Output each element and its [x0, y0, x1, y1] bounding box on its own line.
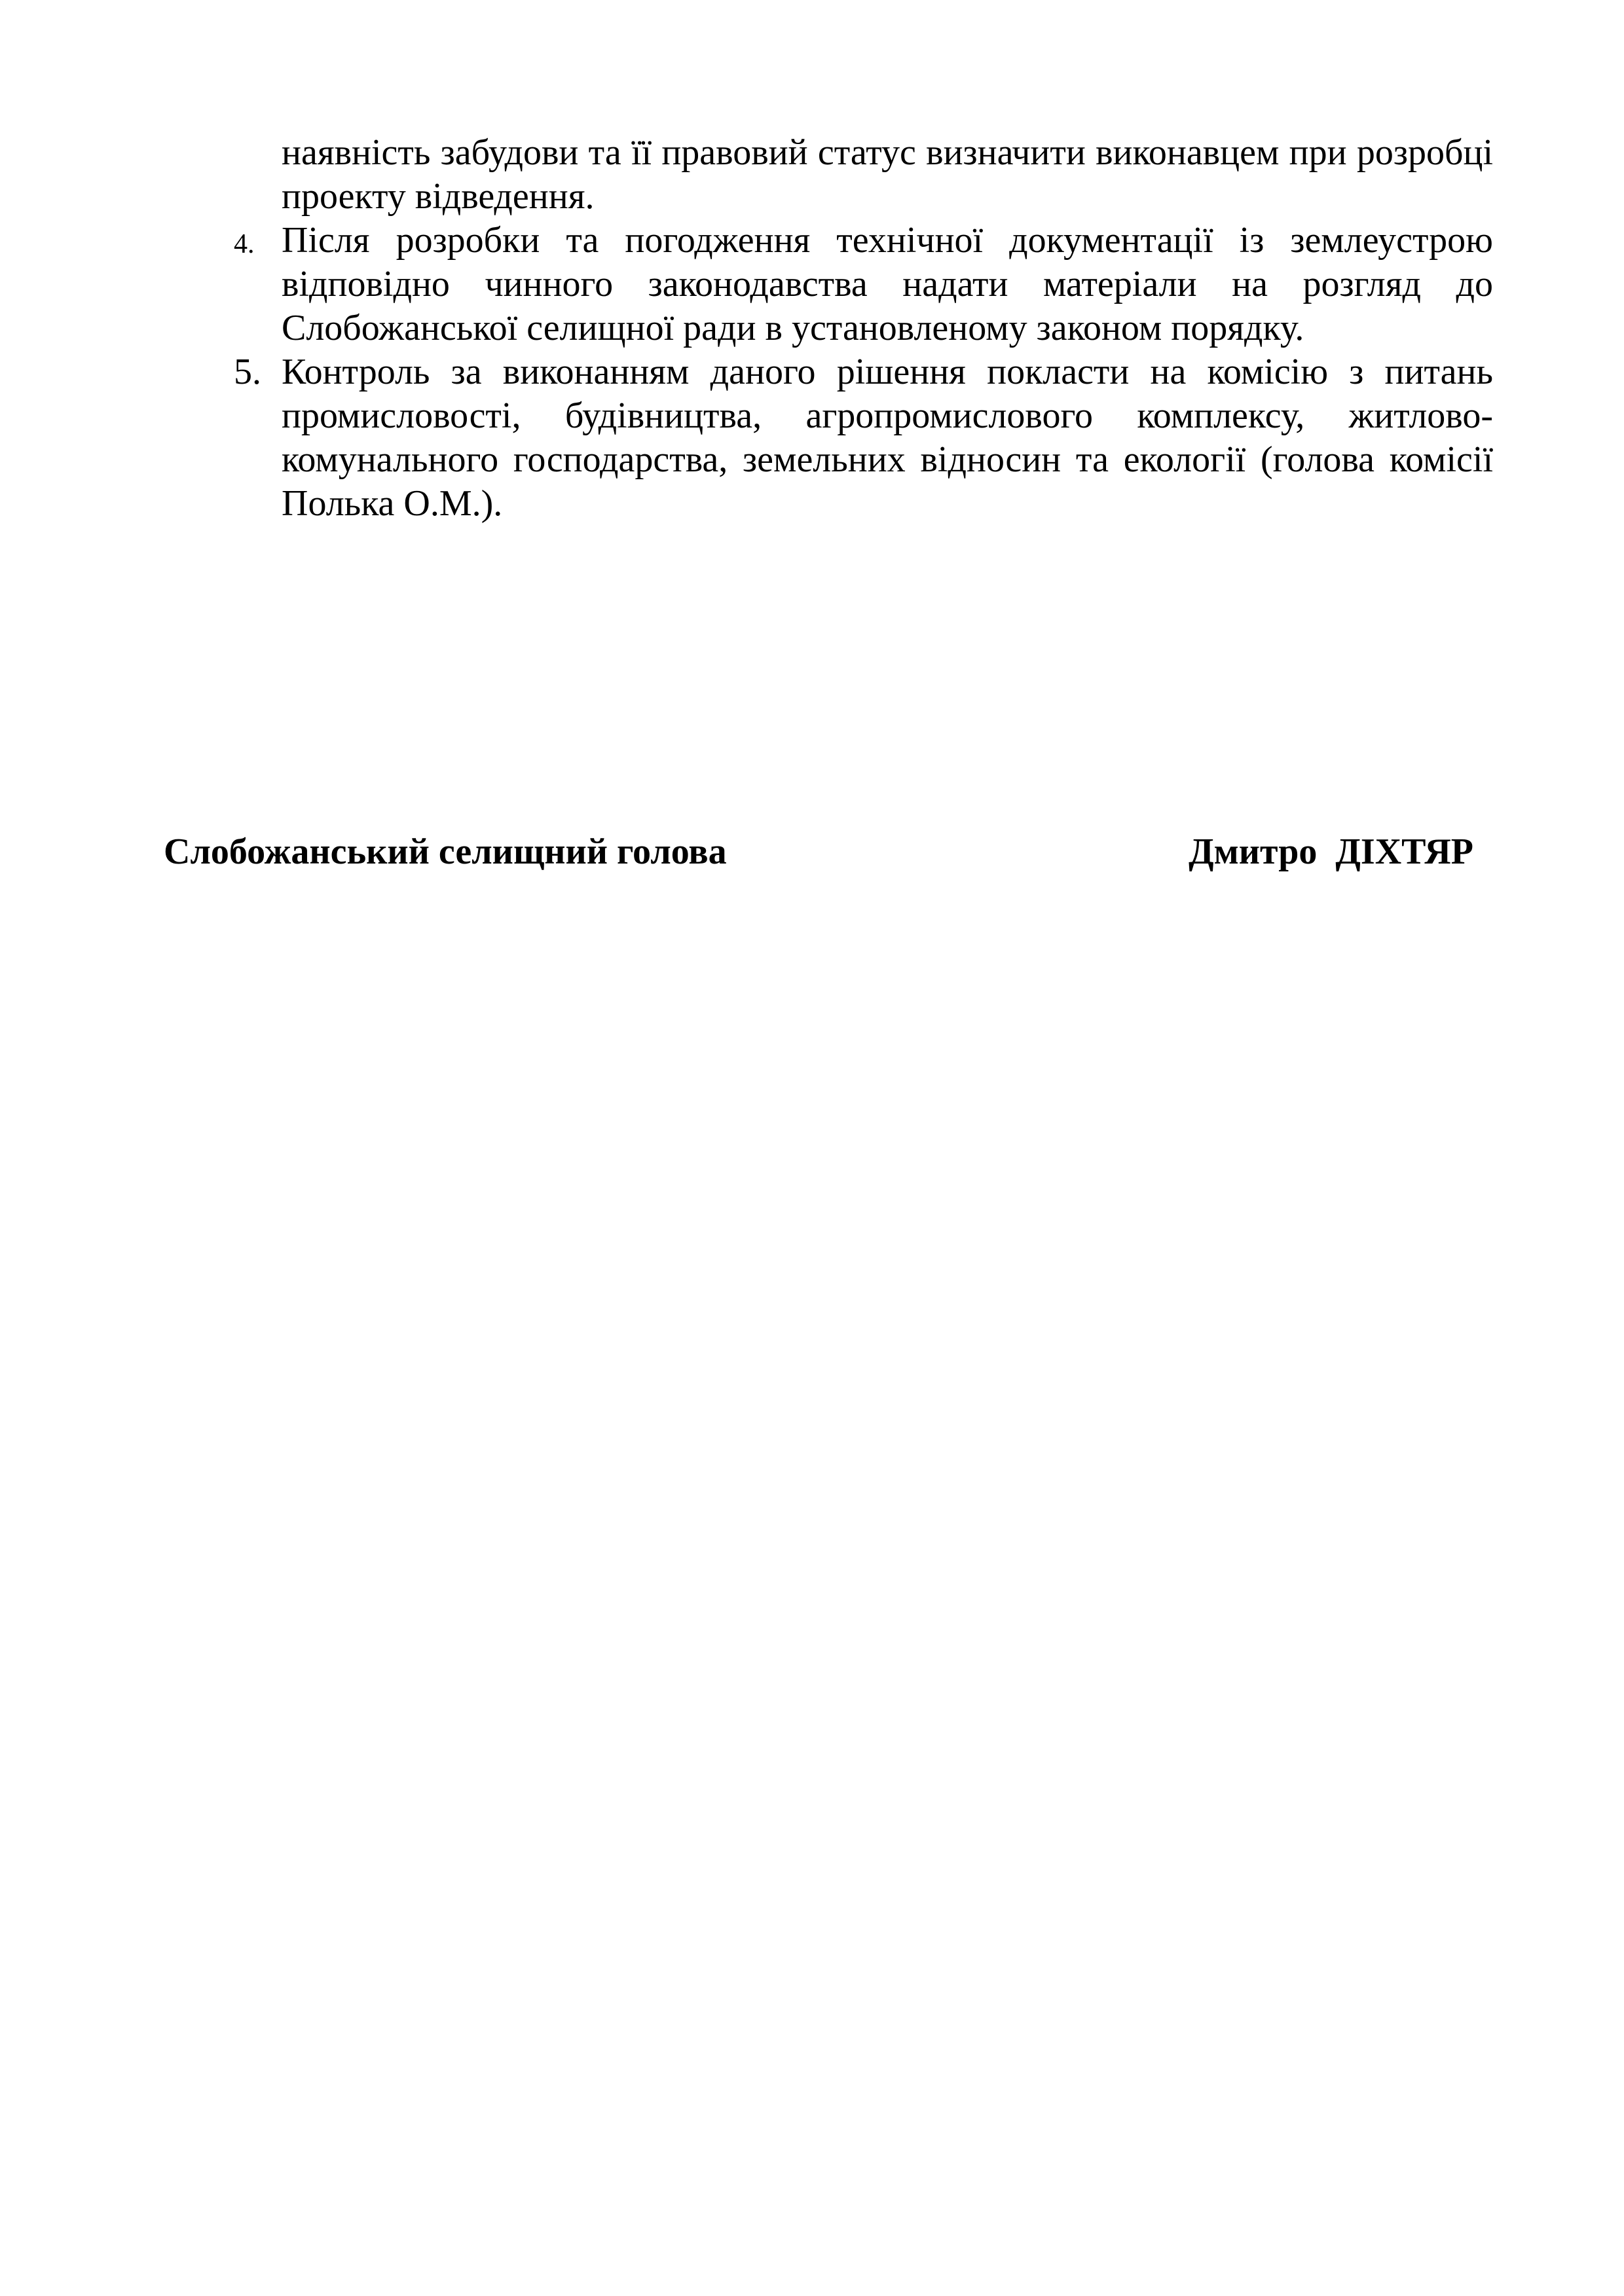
list-item-4 — [196, 219, 1493, 350]
list-item-number: 5. — [234, 352, 261, 392]
continuation-paragraph: наявність забудови та її правовий статус визначити виконавцем при розробці проекту відведення. — [282, 132, 1493, 217]
document-body — [196, 131, 1493, 526]
list-item-number: 4. — [234, 229, 255, 259]
signature-position: Слобожанський селищний голова — [164, 831, 727, 872]
list-item-5 — [196, 350, 1493, 526]
signature-block — [164, 830, 1473, 874]
list-item-text: Після розробки та погодження технічної документації із землеустрою відповідно чинного законодавства надати матеріали на розгляд до Слобожанської селищної ради в установленому законом порядку. — [282, 220, 1493, 348]
list-item-text: Контроль за виконанням даного рішення покласти на комісію з питань промисловості, будівництва, агропромислового комплексу, житлово-комунального господарства, земельних відносин та екології (голова комісії Полька О.М.). — [282, 352, 1493, 524]
signature-name: Дмитро ДІХТЯР — [1189, 831, 1473, 872]
